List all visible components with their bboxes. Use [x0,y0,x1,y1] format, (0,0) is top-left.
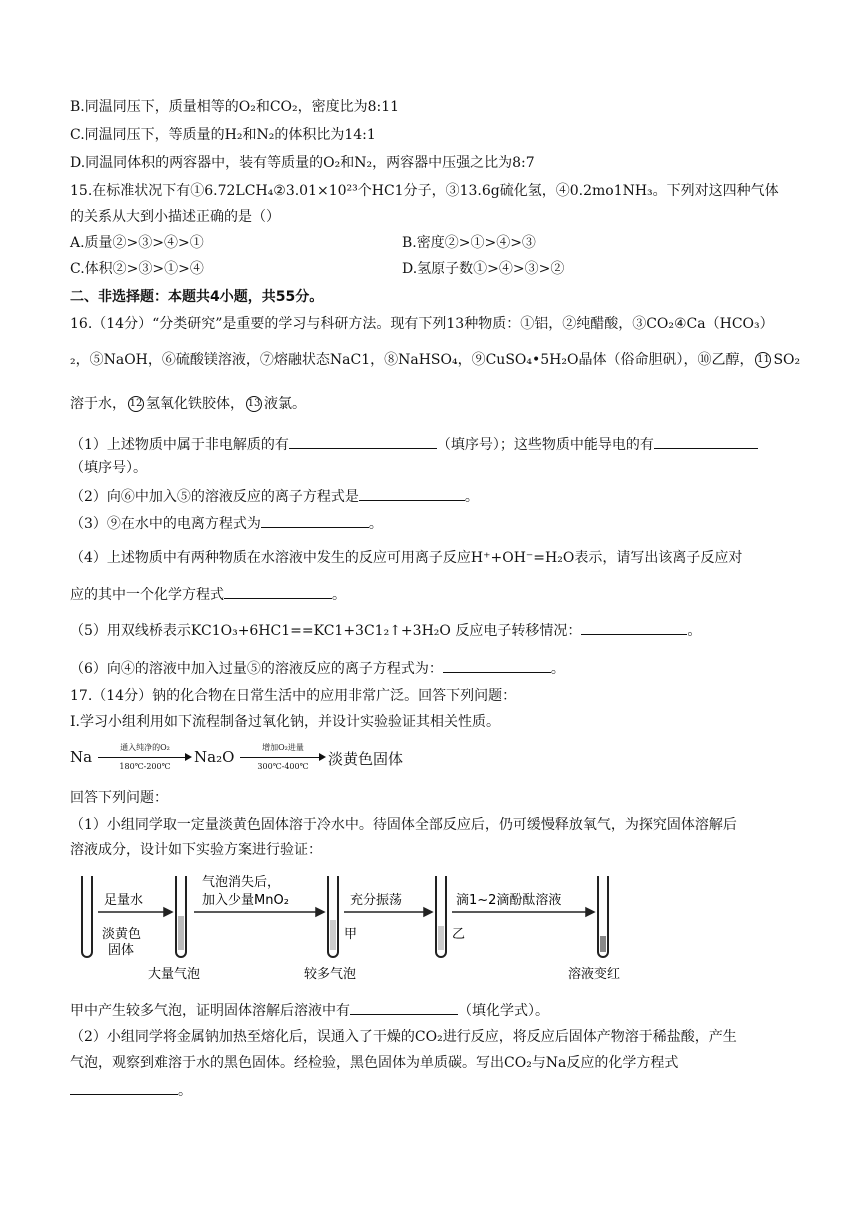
part1-answer-hint: （填化学式）。 [458,1003,549,1019]
question-15-stem: 15.在标准状况下有①6.72LCH₄②3.01×10²³个HC1分子，③13.6g硫化氢，④0.2mo1NH₃。下列对这四种气体 [70,183,779,199]
subq2-period: 。 [464,489,479,505]
q16-line3-c: 液氯。 [264,396,306,412]
subq5-text: （5）用双线桥表示KC1O₃+6HC1==KC1+3C1₂↑+3H₂O 反应电子转移情况： [70,623,582,639]
subq6-text: （6）向④的溶液中加入过量⑤的溶液反应的离子方程式为： [70,661,443,677]
label-turns-red: 溶液变红 [568,967,621,982]
answer-blank[interactable] [581,620,687,635]
label-many-bubbles: 大量气泡 [148,967,201,982]
question-17-part-i: I.学习小组利用如下流程制备过氧化钠，并设计实验验证其相关性质。 [70,714,500,730]
solution-fill-3 [330,920,336,950]
answer-blank[interactable] [224,584,332,599]
answer-prompt: 回答下列问题： [70,790,168,806]
part-2-stem-cont: 气泡，观察到难溶于水的黑色固体。经检验，黑色固体为单质碳。写出CO₂与Na反应的化学方程式 [70,1055,679,1071]
part-1-stem: （1）小组同学取一定量淡黄色固体溶于冷水中。待固体全部反应后，仍可缓慢释放氧气，为探究固体溶解后 [70,817,737,833]
option-d-line: D.同温同体积的两容器中，装有等质量的O₂和N₂，两容器中压强之比为8:7 [70,155,535,171]
part-1-stem-cont: 溶液成分，设计如下实验方案进行验证： [70,842,322,858]
subquestion-3 [70,513,383,534]
preparation-flow [70,744,470,774]
solid-label-2: 固体 [108,943,135,958]
answer-blank[interactable] [350,1000,458,1015]
solid-label-1: 淡黄色 [102,927,142,942]
subquestion-6 [70,658,565,679]
question-16-line3 [70,394,306,414]
subq2-text: （2）向⑥中加入⑤的溶液反应的离子方程式是 [70,489,359,505]
q15-option-b: B.密度②>①>④>③ [402,235,536,251]
circled-number-12: 12 [128,396,144,412]
option-c-line: C.同温同压下，等质量的H₂和N₂的体积比为14:1 [70,127,376,143]
experiment-diagram [72,866,672,986]
answer-blank[interactable] [289,434,437,449]
part-1-answer-line [70,1000,549,1021]
subquestion-4-cont [70,584,346,605]
question-15-stem-cont: 的关系从大到小描述正确的是（） [70,209,280,225]
part1-answer-text: 甲中产生较多气泡，证明固体溶解后溶液中有 [70,1003,350,1019]
subquestion-5 [70,620,701,641]
step-label-2a: 气泡消失后， [202,875,281,890]
flow-na2o: Na₂O [194,748,235,766]
question-16-line2 [70,350,800,370]
subq3-text: （3）⑨在水中的电离方程式为 [70,516,261,532]
subq3-period: 。 [368,516,383,532]
flow-arrow-2 [240,744,326,774]
part-2-stem: （2）小组同学将金属钠加热至熔化后，误通入了干燥的CO₂进行反应，将反应后固体产物溶于稀盐酸，产生 [70,1029,737,1045]
step-label-water: 足量水 [104,893,144,908]
question-16-stem: 16.（14分）“分类研究”是重要的学习与科研方法。现有下列13种物质：①铝，②纯醋酸，③CO₂④Ca（HCO₃） [70,316,774,332]
arrow-1-condition-bottom: 180℃-200℃ [119,762,171,771]
circled-number-13: 13 [246,396,262,412]
step-label-phenolphthalein: 滴1~2滴酚酞溶液 [456,893,562,908]
step-label-shake: 充分振荡 [350,893,403,908]
subq5-period: 。 [687,623,702,639]
subquestion-1 [70,434,758,455]
label-yi: 乙 [452,927,466,942]
arrow-2-condition-top: 增加O₂进量 [262,743,304,752]
q15-option-a: A.质量②>③>④>① [70,235,204,251]
q16-line3-a: 溶于水， [70,396,126,412]
subq4-period: 。 [332,587,346,603]
question-17-stem: 17.（14分）钠的化合物在日常生活中的应用非常广泛。回答下列问题： [70,688,517,704]
part-2-answer-line [70,1080,192,1101]
label-more-bubbles: 较多气泡 [304,967,357,982]
subq4-text: 应的其中一个化学方程式 [70,587,224,603]
answer-blank[interactable] [359,486,465,501]
solution-fill-red [600,936,606,952]
flow-na: Na [70,748,93,766]
solution-fill-2 [178,916,184,950]
subquestion-4: （4）上述物质中有两种物质在水溶液中发生的反应可用离子反应H⁺+OH⁻=H₂O表示，请写出该离子反应对 [70,550,743,566]
step-label-2b: 加入少量MnO₂ [202,893,289,908]
q15-option-d: D.氢原子数①>④>③>② [402,261,565,277]
subq1-text-a: （1）上述物质中属于非电解质的有 [70,437,289,453]
subquestion-1-cont: （填序号）。 [70,460,147,476]
test-tube-1 [82,876,92,957]
answer-blank[interactable] [261,513,369,528]
q16-line3-b: 氢氧化铁胶体， [146,396,244,412]
arrow-1-condition-top: 通入纯净的O₂ [120,743,170,752]
subquestion-2 [70,486,479,507]
subq1-text-b: （填序号）；这些物质中能导电的有 [436,437,654,453]
subq6-period: 。 [550,661,565,677]
answer-blank[interactable] [443,658,551,673]
label-jia: 甲 [344,927,358,942]
flow-product: 淡黄色固体 [328,750,404,768]
circled-number-11: 11 [755,352,771,368]
part2-period: 。 [178,1083,192,1099]
section-heading: 二、非选择题：本题共4小题，共55分。 [70,289,324,305]
q16-line2-text: ₂，⑤NaOH，⑥硫酸镁溶液，⑦熔融状态NaC1，⑧NaHSO₄，⑨CuSO₄•5H₂O晶体（俗命胆矾），⑩乙醇， [70,352,754,368]
q16-line2-end: SO₂ [773,352,801,368]
flow-arrow-1 [98,744,192,774]
q15-option-c: C.体积②>③>①>④ [70,261,204,277]
option-b-line: B.同温同压下，质量相等的O₂和CO₂，密度比为8:11 [70,99,400,115]
answer-blank[interactable] [70,1080,178,1095]
arrow-2-condition-bottom: 300℃-400℃ [257,762,309,771]
answer-blank[interactable] [654,434,758,449]
solution-fill-4 [438,926,444,950]
